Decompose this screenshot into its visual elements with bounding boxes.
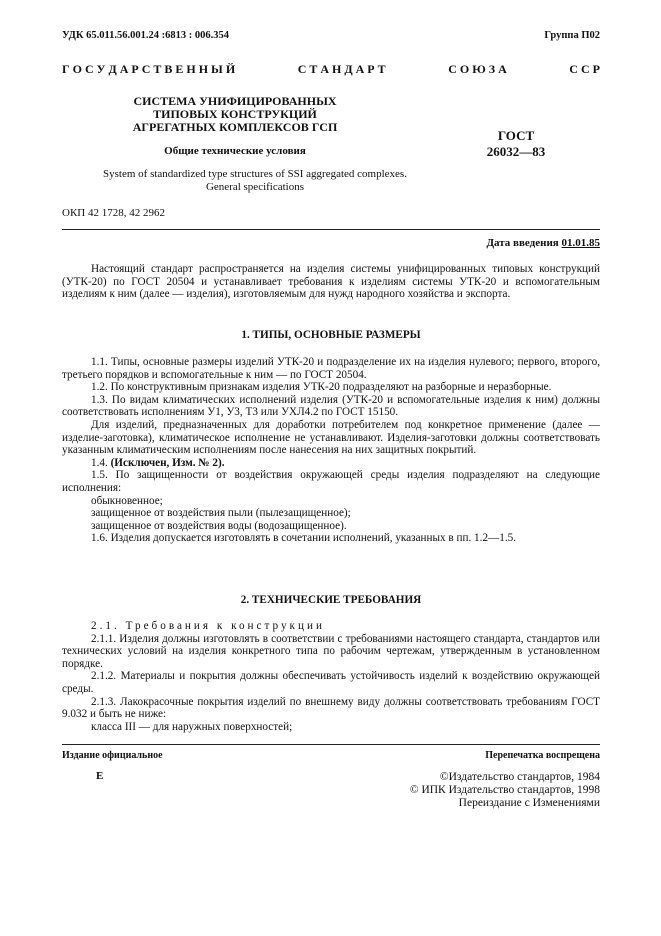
intro-paragraph [62, 263, 600, 301]
para-1-3-note: Для изделий, предназначенных для доработки потребителем под конкретное применение (далее — изделие-заготовка), климатическое исполнение не устанавливают. Изделия-заготовки должны соответствовать указанным климатическим исполнениям после нанесения на них защитных покрытий. [62, 418, 600, 457]
banner-word-2: С Т А Н Д А Р Т [297, 62, 386, 76]
document-subtitle: Общие технические условия [164, 145, 306, 157]
english-title [60, 168, 450, 194]
para-1-5-b: защищенное от воздействия пыли (пылезащищенное); [91, 507, 351, 520]
banner-word-4: С С Р [569, 62, 600, 76]
para-1-5-c: защищенное от воздействия воды (водозащищенное). [91, 519, 347, 532]
para-2-1-1: 2.1.1. Изделия должны изготовлять в соответствии с требованиями настоящего стандарта, стандартов или технических условий на изделия конкретного типа по рабочим чертежам, утвержденным в установленном порядке. [62, 632, 600, 670]
title-line-2: ТИПОВЫХ КОНСТРУКЦИЙ [153, 107, 317, 121]
para-2-1-3: 2.1.3. Лакокрасочные покрытия изделий по внешнему виду должны соответствовать требованиям ГОСТ 9.032 и быть не ниже: [62, 695, 600, 721]
para-2-1: 2.1. Требования к конструкции [91, 620, 325, 632]
okp-code: ОКП 42 1728, 42 2962 [62, 207, 165, 219]
para-2-1-3-a: класса III — для наружных поверхностей; [91, 720, 293, 733]
divider-bottom [62, 744, 600, 745]
gost-number: 26032—83 [486, 144, 546, 159]
gost-designation [474, 128, 558, 160]
document-title [100, 95, 370, 134]
udk-code: УДК 65.011.56.001.24 :6813 : 006.354 [62, 30, 230, 41]
divider-top [62, 229, 600, 230]
state-standard-banner [62, 62, 600, 77]
banner-word-3: С О Ю З А [448, 62, 507, 76]
para-1-1: 1.1. Типы, основные размеры изделий УТК-20 и подразделение их на изделия нулевого; первого, второго, третьего порядков и вспомогательные к ним — по ГОСТ 20504. [62, 356, 600, 381]
para-1-4-num: 1.4. [91, 456, 108, 469]
banner-word-1: Г О С У Д А Р С Т В Е Н Н Ы Й [62, 62, 236, 76]
para-1-5-a: обыкновенное; [91, 494, 163, 507]
reprint-notice: Перепечатка воспрещена [485, 750, 600, 761]
copyright-2: © ИПК Издательство стандартов, 1998 [409, 784, 600, 796]
english-title-line-1: System of standardized type structures of SSI aggregated complexes. [103, 168, 407, 180]
title-line-3: АГРЕГАТНЫХ КОМПЛЕКСОВ ГСП [132, 120, 338, 134]
copyright-1: ©Издательство стандартов, 1984 [439, 771, 600, 783]
intro-date-label: Дата введения [486, 237, 559, 249]
para-1-3: 1.3. По видам климатических исполнений изделия (УТК-20 и вспомогательные изделия к ним) должны соответствовать исполнениям У1, У3, Т3 или УХЛ4.2 по ГОСТ 15150. [62, 393, 600, 419]
section-2-heading: 2. ТЕХНИЧЕСКИЕ ТРЕБОВАНИЯ [240, 594, 422, 606]
gost-label: ГОСТ [497, 128, 535, 143]
section-1-body [62, 356, 600, 545]
title-line-1: СИСТЕМА УНИФИЦИРОВАННЫХ [133, 94, 337, 108]
intro-date [486, 237, 600, 249]
intro-date-value: 01.01.85 [561, 237, 600, 249]
para-2-1-2: 2.1.2. Материалы и покрытия должны обеспечивать устойчивость изделий к воздействию окружающей среды. [62, 670, 600, 695]
section-1-heading: 1. ТИПЫ, ОСНОВНЫЕ РАЗМЕРЫ [241, 329, 421, 341]
edition-label: Издание официальное [62, 750, 163, 761]
para-1-2: 1.2. По конструктивным признакам изделия УТК-20 подразделяют на разборные и неразборные. [91, 381, 552, 394]
section-2-body [62, 620, 600, 733]
para-1-5: 1.5. По защищенности от воздействия окружающей среды изделия подразделяют на следующие исполнения: [62, 469, 600, 494]
edition-letter: E [96, 770, 104, 782]
para-1-4-text: (Исключен, Изм. № 2). [110, 456, 225, 469]
copyright-block [410, 771, 600, 810]
group-code: Группа П02 [544, 30, 600, 41]
para-1-6: 1.6. Изделия допускается изготовлять в сочетании исполнений, указанных в пп. 1.2—1.5. [91, 532, 517, 545]
intro-text: Настоящий стандарт распространяется на изделия системы унифицированных типовых конструкций (УТК-20) по ГОСТ 20504 и устанавливает требования к изделиям системы УТК-20 и вспомогательным изделиям к ним (далее — изделия), изготовляемым для нужд народного хозяйства и экспорта. [62, 263, 600, 301]
para-1-4 [62, 457, 600, 470]
copyright-3: Переиздание с Изменениями [458, 797, 600, 809]
english-title-line-2: General specifications [205, 181, 305, 193]
